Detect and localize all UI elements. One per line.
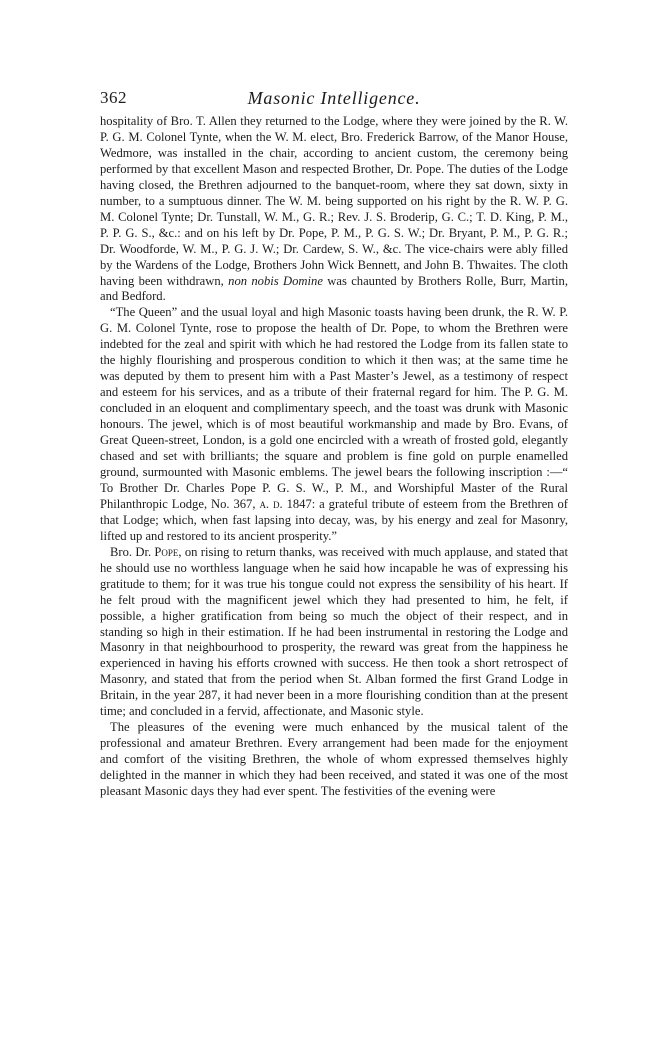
paragraph-toast: [100, 305, 568, 544]
paragraph-reply: [100, 545, 568, 720]
small-caps-text: a. d.: [259, 496, 283, 511]
text-segment: Bro. Dr.: [110, 544, 155, 559]
paragraph-festivities: [100, 720, 568, 800]
book-page: [100, 88, 568, 800]
running-title: Masonic Intelligence.: [247, 88, 421, 108]
body-text: [100, 114, 568, 800]
page-number: 362: [100, 88, 127, 107]
text-segment: hospitality of Bro. T. Allen they returned to the Lodge, where they were joined by the R. W. P. G. M. Colonel Tynte, when the W. M. elect, Bro. Frederick Barrow, of the Manor House, Wedmore, was installed in the chair, according to ancient custom, the ceremony being performed by that excellent Mason and respected Brother, Dr. Pope. The duties of the Lodge having closed, the Brethren adjourned to the banquet-room, where they sat down, sixty in number, to a sumptuous dinner. The W. M. being supported on his right by the R. W. P. G. M. Colonel Tynte; Dr. Tunstall, W. M., G. R.; Rev. J. S. Broderip, G. C.; T. D. King, P. M., P. P. G. S., &c.: and on his left by Dr. Pope, P. M., P. G. S. W.; Dr. Bryant, P. M., P. G. R.; Dr. Woodforde, W. M., P. G. J. W.; Dr. Cardew, S. W., &c. The vice-chairs were ably filled by the Wardens of the Lodge, Brothers John Wick Bennett, and John B. Thwaites. The cloth having been withdrawn,: [100, 114, 568, 288]
small-caps-name: Pope: [154, 544, 179, 559]
text-segment: was chaunted by Brothers Rolle, Burr, Martin, and Bedford.: [100, 273, 568, 304]
running-head: [100, 88, 568, 114]
paragraph-hospitality: [100, 114, 568, 305]
text-segment: The pleasures of the evening were much enhanced by the musical talent of the professional and amateur Brethren. Every arrangement had been made for the enjoyment and comfort of the visiting Brethren, the whole of whom expressed themselves highly delighted in the manner in which they had been received, and stated it was one of the most pleasant Masonic days they had ever spent. The festivities of the evening were: [100, 720, 568, 799]
text-segment: 1847: a grateful tribute of esteem from the Brethren of that Lodge; which, when fast lapsing into decay, was, by his energy and zeal for Masonry, lifted up and restored to its ancient prosperity.”: [100, 496, 568, 543]
text-segment: “The Queen” and the usual loyal and high Masonic toasts having been drunk, the R. W. P. G. M. Colonel Tynte, rose to propose the health of Dr. Pope, to whom the Brethren were indebted for the zeal and spirit with which he had restored the Lodge from its fallen state to the highly flourishing and prosperous condition to which it then was; at the same time he was deputed by them to present him with a Past Master’s Jewel, as a testimony of respect and esteem for his services, and as a tribute of their fraternal regard for him. The P. G. M. concluded in an eloquent and complimentary speech, and the toast was drunk with Masonic honours. The jewel, which is of most beautiful workmanship and made by Bro. Evans, of Great Queen-street, London, is a gold one encircled with a wreath of frosted gold, elegantly chased and set with brilliants; the square and problem is fine gold on purple enamelled ground, surmounted with Masonic emblems. The jewel bears the following inscription :—“ To Brother Dr. Charles Pope P. G. S. W., P. M., and Worshipful Master of the Rural Philanthropic Lodge, No. 367,: [100, 305, 568, 511]
latin-phrase: non nobis Domine: [228, 273, 323, 288]
text-segment: , on rising to return thanks, was received with much applause, and stated that he should use no worthless language when he said how incapable he was of expressing his gratitude to them; for it was true his tongue could not express the sensibility of his heart. If he felt proud with the magnificent jewel which they had presented to him, he felt, if possible, a higher gratification from being so much the object of their respect, and in standing so high in their estimation. If he had been instrumental in restoring the Lodge and Masonry in that neighbourhood to prosperity, the reward was great from the happiness he experienced in having his efforts crowned with success. He then took a short retrospect of Masonry, and stated that from the period when St. Alban formed the first Grand Lodge in Britain, in the year 287, it had never been in a more flourishing condition than at the present time; and concluded in a fervid, affectionate, and Masonic style.: [100, 544, 568, 719]
